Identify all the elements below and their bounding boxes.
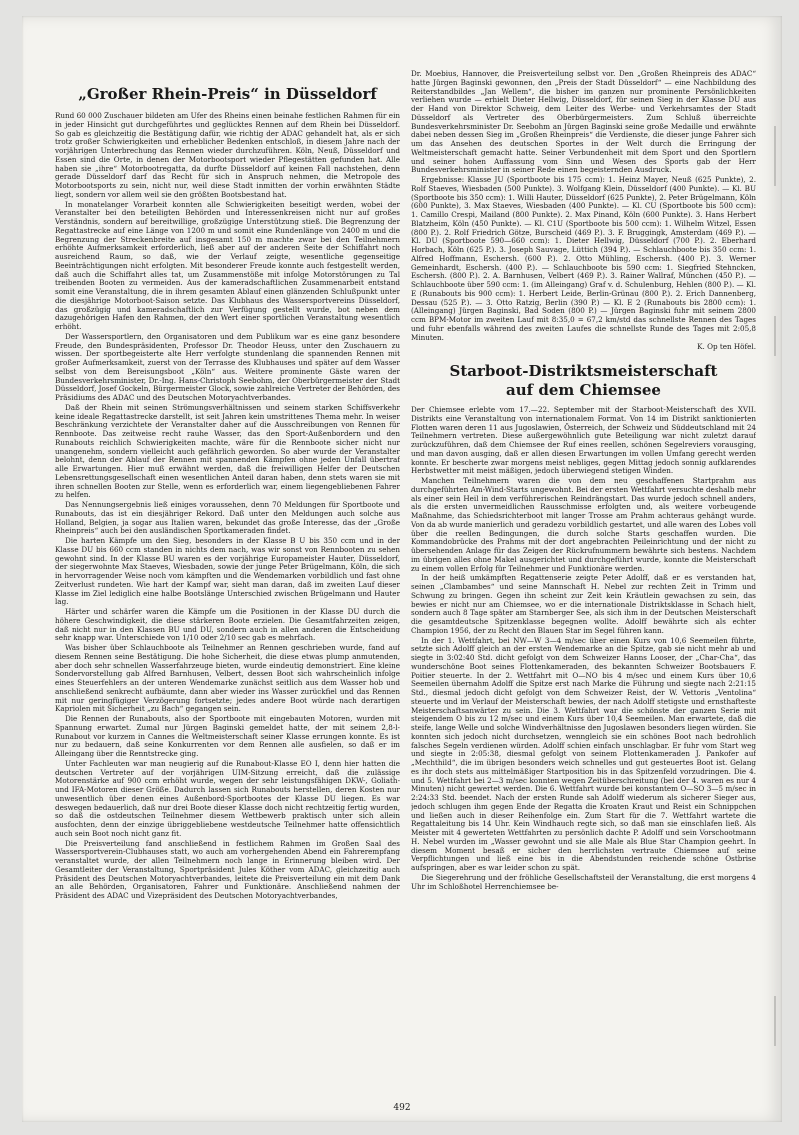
article1-paragraph: Daß der Rhein mit seinen Strömungsverhältnissen und seinem starken Schiffsverkehr keine ideale Regattastrecke darstellt, ist seit Jahren kein umstrittenes Thema mehr. In weiser Beschränkung verzichtete der Veranstalter daher auf die Ausschreibungen von Rennen für Rennboote. Das zeitweise recht rauhe Wasser, das den Sport-Außenbordern und den Runabouts reichlich Schwierigkeiten machte, wäre für die Rennboote sicher nicht nur unangenehm, sondern vielleicht auch gefährlich geworden. So aber wurde der Veranstalter belohnt, denn der Ablauf der Rennen mit spannenden Kämpfen ohne jeden Unfall übertraf alle Erwartungen. Hier muß erwähnt werden, daß die freiwilligen Helfer der Deutschen Lebensrettungsgesellschaft einen wesentlichen Anteil daran haben, denn stets waren sie mit ihren schnellen Booten zur Stelle, wenn es erforderlich war, einem liegengebliebenen Fahrer zu helfen. <box>55 402 400 500</box>
magazine-page <box>22 16 782 1122</box>
article2-paragraph: Der Chiemsee erlebte vom 17.—22. September mit der Starboot-Meisterschaft des XVII. Distrikts eine Veranstaltung von internationalem Format. Von 14 im Distrikt sanktionierten Flotten waren deren 11 aus Jugoslawien, Österreich, der Schweiz und Süddeutschland mit 24 Teilnehmern vertreten. Diese außergewöhnlich gute Beteiligung war nicht zuletzt darauf zurückzuführen, daß dem Chiemsee der Ruf eines reellen, schönen Segelreviers vorausging, und man davon ausging, daß er allen diesen Erwartungen im vollen Umfang gerecht werden konnte. Er bescherte zwar morgens meist nebliges, gegen Mittag jedoch sonnig aufklarendes Herbstwetter mit meist mäßigen, jedoch überwiegend stetigen Winden. <box>411 405 756 476</box>
article1-paragraph: Der Wassersportlern, den Organisatoren und dem Publikum war es eine ganz besondere Freude, den Bundespräsidenten, Professor Dr. Theodor Heuss, unter den Zuschauern zu wissen. Der sportbegeisterte alte Herr verfolgte stundenlang die spannenden Rennen mit großer Aufmerksamkeit, zuerst von der Terrasse des Klubhauses und später auf dem Wasser selbst von dem Bereisungsboot „Köln“ aus. Weitere prominente Gäste waren der Bundesverkehrsminister, Dr.-Ing. Hans-Christoph Seebohm, der Oberbürgermeister der Stadt Düsseldorf, Josef Gockeln, Bürgermeister Glock, sowie zahlreiche Vertreter der Behörden, des Präsidiums des ADAC und des Deutschen Motoryachtverbandes. <box>55 331 400 402</box>
article1-continuation <box>411 70 756 352</box>
article1-paragraph: Was bisher über Schlauchboote als Teilnehmer an Rennen geschrieben wurde, fand auf diesem Rennen seine Bestätigung. Die hohe Sicherheit, die diese etwas plump anmutenden, aber doch sehr schnellen Wasserfahrzeuge bieten, wurde eindeutig demonstriert. Eine kleine Sondervorstellung gab Alfred Barnhusen, Velbert, dessen Boot sich wahrscheinlich infolge eines Steuerfehlers an der unteren Wendemarke zunächst seitlich aus dem Wasser hob und anschließend senkrecht aufbäumte, dann aber wieder ins Wasser zurückfiel und das Rennen mit nur geringfügiger Verzögerung fortsetzte; jedes andere Boot würde nach derartigen Kapriolen mit Sicherheit „zu Bach“ gegangen sein. <box>55 643 400 714</box>
article2-title-line2: auf dem Chiemsee <box>506 381 661 399</box>
article1-paragraph: Härter und schärfer waren die Kämpfe um die Positionen in der Klasse DU durch die höhere Geschwindigkeit, die diese stärkeren Boote erzielen. Die Gesamtfahrzeiten zeigen, daß nicht nur in den Klassen BU und DU, sondern auch in allen anderen die Entscheidung sehr knapp war. Unterschiede von 1/10 oder 2/10 sec gab es mehrfach. <box>55 607 400 643</box>
article2-paragraph: In der 1. Wettfahrt, bei NW—W 3—4 m/sec über einen Kurs von 10,6 Seemeilen führte, setzte sich Adolff gleich an der ersten Wendemarke an die Spitze, gab sie nicht mehr ab und siegte in 3:02:40 Std. dicht gefolgt von dem Schweizer Hanns Looser, der „Char-Cha“, das wunderschöne Boot seines Flottenkameraden, des bekannten Schweizer Bootsbauers F. Poitier steuerte. In der 2. Wettfahrt mit O—NO bis 4 m/sec und einem Kurs über 10,6 Seemeilen übernahm Adolff die Spitze erst nach Marke die Führung und siegte nach 2:21:15 Std., diesmal jedoch dicht gefolgt von dem Schweizer Reist, der W. Vettoris „Ventolina“ steuerte und im Verlauf der Meisterschaft bewies, der nach Adolff stetigste und ernsthafteste Meisterschaftsanwärter zu sein. Die 3. Wettfahrt war die schönste der ganzen Serie mit steigendem O bis zu 12 m/sec und einem Kurs über 10,4 Seemeilen. Man erwartete, daß die steife, lange Welle und solche Windverhältnisse den Jugoslawen besonders liegen würden. Sie konnten sich jedoch nicht durchsetzen, wenngleich sie ein schönes Boot nach bedrohlich falsches Segeln verdienen würden. Adolff schien einfach unschlagbar. Er fuhr vom Start weg und siegte in 2:05:38, diesmal gefolgt von seinem Flottenkameraden J. Pankofer auf „Mechthild“, die im übrigen besonders weich schnelles und gut gesteuertes Boot ist. Gelang es ihr doch stets aus mittelmäßiger Startposition bis in das Spitzenfeld vorzudringen. Die 4. und 5. Wettfahrt bei 2—3 m/sec konnten wegen Zeitüberschreitung (bei der 4. waren es nur 4 Minuten) nicht gewertet werden. Die 6. Wettfahrt wurde bei konstantem O—SO 3—5 m/sec in 2:24:33 Std. beendet. Nach der ersten Runde sah Adolff wiederum als sicherer Sieger aus, jedoch schlugen ihm gegen Ende der Regatta die Kroaten Kraut und Reist ein Schnippchen und ließen auch in dieser Reihenfolge ein. Zum Start für die 7. Wettfahrt wartete die Regattaleitung bis 14 Uhr. Kein Windhauch regte sich, so daß man sie einschlafen ließ. Als Meister mit 4 gewerteten Wettfahrten zu persönlich dachte P. Adolff und sein Vorschootmann H. Nebel wurden im „Wasser gewohnt und sie alle Male als Blue Star Champion geehrt. In diesem Moment besaß er sicher den herrlichsten vertraute Chiemsee auf seine Verpflichtungen und ließ eine bis in die Abendstunden reichende schöne Ostbrise aufspringen, aber es war leider schon zu spät. <box>411 635 756 872</box>
article1-paragraph: Das Nennungsergebnis ließ einiges voraussehen, denn 70 Meldungen für Sportboote und Runabouts, das ist ein diesjähriger Rekord. Daß unter den Meldungen auch solche aus Holland, Belgien, ja sogar aus Italien waren, bekundet das große Interesse, das der „Große Rheinpreis“ auch bei den ausländischen Sportkameraden findet. <box>55 500 400 536</box>
left-column <box>55 70 400 1088</box>
article2-paragraph: Die Siegerehrung und der fröhliche Gesellschaftsteil der Veranstaltung, die erst morgens 4 Uhr im Schloßhotel Herrenchiemsee be- <box>411 872 756 891</box>
article1-paragraph: Dr. Moebius, Hannover, die Preisverteilung selbst vor. Den „Großen Rheinpreis des ADAC“ hatte Jürgen Baginski gewonnen, den „Preis der Stadt Düsseldorf“ — eine Nachbildung des Reiterstandbildes „Jan Wellem“, die bisher im ganzen nur prominente Persönlichkeiten verliehen wurde — erhielt Dieter Hellwig, Düsseldorf, für seinen Sieg in der Klasse DU aus der Hand von Direktor Schweig, dem Leiter des Werbe- und Verkehrsamtes der Stadt Düsseldorf als Vertreter des Oberbürgermeisters. Zum Schluß überreichte Bundesverkehrsminister Dr. Seebohm an Jürgen Baginski seine große Medaille und erwähnte dabei neben dessen Sieg im „Großen Rheinpreis“ die Verdienste, die dieser junge Fahrer sich um das Ansehen des deutschen Sportes in der Welt durch die Erringung der Weltmeisterschaft gemacht hatte. Seiner Verbundenheit mit dem Sport und den Sportlern und seiner hohen Auffassung vom Sinn und Wesen des Sports gab der Herr Bundesverkehrsminister in seiner Rede einen begeisternden Ausdruck. <box>411 70 756 175</box>
page-edge-mark <box>774 126 776 186</box>
page-edge-mark <box>774 316 776 356</box>
article1-paragraph: Die Preisverteilung fand anschließend in festlichem Rahmen im Großen Saal des Wassersportverein-Clubhauses statt, wo auch am vorhergehenden Abend ein Fahrerempfang veranstaltet wurde, der allen Teilnehmern noch lange in Erinnerung bleiben wird. Der Gesamtleiter der Veranstaltung, Sportpräsident Jules Köther vom ADAC, gleichzeitig auch Präsident des Deutschen Motoryachtverbandes, leitete die Preisverteilung ein mit dem Dank an alle Behörden, Organisatoren, Fahrer und Funktionäre. Anschließend nahmen der Präsident des ADAC und Vizepräsident des Deutschen Motoryachtverbandes, <box>55 838 400 900</box>
right-column <box>411 70 756 1088</box>
article1-paragraph: In monatelanger Vorarbeit konnten alle Schwierigkeiten beseitigt werden, wobei der Veranstalter bei den beteiligten Behörden und Interessenkreisen nicht nur auf großes Verständnis, sondern auf bereitwillige, großzügige Unterstützung stieß. Die Begrenzung der Regattastrecke auf eine Länge von 1200 m und somit eine Rundenlänge von 2400 m und die Begrenzung der Streckenbreite auf insgesamt 150 m machte zwar bei den Teilnehmern erhöhte Aufmerksamkeit erforderlich, ließ aber auf der anderen Seite der Schiffahrt noch ausreichend Raum, so daß, wie der Verlauf zeigte, wesentliche gegenseitige Beeinträchtigungen nicht erfolgten. Mit besonderer Freude konnte auch festgestellt werden, daß auch die Schiffahrt alles tat, um Zusammenstöße mit infolge Motorstörungen zu Tal treibenden Booten zu vermeiden. Aus der kameradschaftlichen Zusammenarbeit entstand somit eine Veranstaltung, die in ihrem gesamten Ablauf einen glänzenden Schlußpunkt unter die diesjährige Motorboot-Saison setzte. Das Klubhaus des Wassersportvereins Düsseldorf, das großzügig und kameradschaftlich zur Verfügung gestellt wurde, bot neben dem dazugehörigen Hafen den Rahmen, der den Wert einer sportlichen Veranstaltung wesentlich erhöht. <box>55 199 400 331</box>
page-number: 492 <box>393 1103 411 1113</box>
results-paragraph: Ergebnisse: Klasse JU (Sportboote bis 175 ccm): 1. Heinz Mayer, Neuß (625 Punkte), 2. Rolf Staeves, Wiesbaden (500 Punkte). 3. Wolfgang Klein, Düsseldorf (400 Punkte). — Kl. BU (Sportboote bis 350 ccm): 1. Willi Hauter, Düsseldorf (625 Punkte), 2. Peter Brügelmann, Köln (600 Punkte), 3. Max Staeves, Wiesbaden (400 Punkte). — Kl. CU (Sportboote bis 500 ccm): 1. Camillo Crespi, Mailand (800 Punkte). 2. Max Pinand, Köln (600 Punkte). 3. Hans Herbert Blatzheim, Köln (450 Punkte). — Kl. C1U (Sportboote bis 500 ccm): 1. Wilhelm Witzel, Essen (800 P.). 2. Rolf Friedrich Götze, Burscheid (469 P.). 3. F. Bruggingk, Amsterdam (469 P.). — Kl. DU (Sportboote 590—660 ccm): 1. Dieter Hellwig, Düsseldorf (700 P.). 2. Eberhard Horbach, Köln (625 P.). 3. Joseph Sauvage, Lüttich (394 P.). — Schlauchboote bis 350 ccm: 1. Alfred Hoffmann, Eschersh. (600 P.). 2. Otto Mühling, Eschersh. (400 P.). 3. Werner Gemeinhardt, Eschersh. (400 P.). — Schlauchboote bis 590 ccm: 1. Siegfried Stehncken, Eschersh. (800 P.). 2. A. Barnhusen, Velbert (469 P.). 3. Rainer Wallraf, München (450 P.). — Schlauchboote über 590 ccm: 1. (im Alleingang) Graf v. d. Schulenburg, Hehlen (800 P.). — Kl. E (Runabouts bis 900 ccm): 1. Herbert Leide, Berlin-Grünau (800 P.). 2. Erich Dannenberg, Dessau (525 P.). — 3. Otto Ratzig, Berlin (390 P.) — Kl. E 2 (Runabouts bis 2800 ccm): 1. (Alleingang) Jürgen Baginski, Bad Soden (800 P.) — Jürgen Baginski fuhr mit seinem 2800 ccm BPM-Motor im zweiten Lauf mit 8:35,0 = 67,2 km/std das schnellste Rennen des Tages und fuhr ebenfalls während des zweiten Laufes die schnellste Runde des Tages mit 2:05,8 Minuten. <box>411 175 756 342</box>
author-signature: K. Op ten Höfel. <box>697 342 756 352</box>
article1-paragraph: Die Rennen der Runabouts, also der Sportboote mit eingebauten Motoren, wurden mit Spannung erwartet. Zumal nur Jürgen Baginski gemeldet hatte, der mit seinem 2,8-l-Runabout vor kurzem in Cannes die Weltmeisterschaft seiner Klasse errungen konnte. Es ist nur zu bedauern, daß seine Konkurrenten vor dem Rennen alle ausfielen, so daß er im Alleingang über die Renntstrecke ging. <box>55 714 400 758</box>
article1-paragraph: Unter Fachleuten war man neugierig auf die Runabout-Klasse EO I, denn hier hatten die deutschen Vertreter auf der vorjährigen UIM-Sitzung erreicht, daß die zulässige Motorenstärke auf 900 ccm erhöht wurde, wegen der sehr leistungsfähigen DKW-, Goliath- und IFA-Motoren dieser Größe. Dadurch lassen sich Runabouts herstellen, deren Kosten nur unwesentlich über denen eines Außenbord-Sportbootes der Klasse DU liegen. Es war deswegen bedauerlich, daß nur drei Boote dieser Klasse doch nicht rechtzeitig fertig wurden, so daß die ostdeutschen Teilnehmer diesem Wettbewerb praktisch unter sich allein ausfochten, denn der einzige übriggebliebene westdeutsche Teilnehmer hatte offensichtlich auch sein Boot noch nicht ganz fit. <box>55 758 400 838</box>
article2-paragraph: In der heiß umkämpften Regattenserie zeigte Peter Adolff, daß er es verstanden hat, seinen „Clambambes“ und seine Mannschaft H. Nebel zur rechten Zeit in Trimm und Schwung zu bringen. Gegen ihn scheint zur Zeit kein Kräutlein gewachsen zu sein, das bewies er nicht nur am Chiemsee, wo er die internationale Distriktsklasse in Schach hielt, sondern auch 8 Tage später am Starnberger See, als sich ihm in der Deutschen Meisterschaft die gesamtdeutsche Spitzenklasse begegnen wollte. Adolff bewährte sich als echter Champion 1956, der zu Recht den Blauen Star im Segel führen kann. <box>411 573 756 635</box>
article2-title-line1: Starboot-Distriktsmeisterschaft <box>449 362 718 380</box>
article2-title <box>411 362 756 400</box>
article1-body <box>55 112 400 901</box>
article1-paragraph: Die harten Kämpfe um den Sieg, besonders in der Klasse B U bis 350 ccm und in der Klasse DU bis 660 ccm standen in nichts dem nach, was wir sonst von Rennbooten zu sehen gewohnt sind. In der Klasse BU waren es der vorjährige Europameister Hauter, Düsseldorf, der siegerwohnte Max Staeves, Wiesbaden, sowie der junge Peter Brügelmann, Köln, die sich in hervorragender Weise noch vom kämpften und die Wendemarken vorbildlich und fast ohne Zeitverlust rundeten. Wie hart der Kampf war, sieht man daran, daß im zweiten Lauf dieser Klasse im Ziel lediglich eine halbe Bootslänge Unterschied zwischen Brügelmann und Hauter lag. <box>55 536 400 607</box>
article1-title: „Großer Rhein-Preis“ in Düsseldorf <box>78 85 377 103</box>
page-edge-mark <box>774 996 776 1046</box>
article2-body <box>411 406 756 891</box>
article1-paragraph: Rund 60 000 Zuschauer bildeten am Ufer des Rheins einen beinahe festlichen Rahmen für ein in jeder Hinsicht gut durchgeführtes und geglücktes Rennen auf dem Rhein bei Düsseldorf. So gab es gleichzeitig die Bestätigung dafür, wie richtig der ADAC gehandelt hat, als er sich trotz großer Schwierigkeiten und erheblicher Bedenken entschloß, in diesem Jahre nach der vorjährigen Unterbrechung das Rennen wieder durchzuführen. Köln, Neuß, Düsseldorf und Essen sind die Orte, in denen der Motorbootsport wieder Pflegestätten gefunden hat. Alle haben sie „ihre“ Motorbootregatta, da durfte Düsseldorf auf keinen Fall nachstehen, denn gerade Düsseldorf darf das Recht für sich in Anspruch nehmen, die Metropole des Motorbootsports zu sein, nicht nur, weil diese Stadt inmitten der vorhin erwähnten Städte liegt, sondern vor allem weil sie den größten Bootsbestand hat. <box>55 111 400 199</box>
article2-paragraph: Manchen Teilnehmern waren die von dem neu geschaffenen Startprahm aus durchgeführten Am-Wind-Starts ungewohnt. Bei der ersten Wettfahrt versuchte deshalb mehr als einer sein Heil in dem verführerischen Reindrängstart. Das wurde jedoch schnell anders, als die ersten unvermeidlichen Rausschmisse erfolgten und, als weitere vorbeugende Maßnahme, das Schiedsrichterboot mit langer Trosse am Prahm achteraus gehängt wurde. Von da ab wurde manierlich und geradezu vorbildlich gestartet, und alle waren des Lobes voll über die reellen Bedingungen, die durch solche Starts geschaffen wurden. Die Kommandobrücke des Prahms mit der dort angebrachten Peileinrichtung und der nicht zu übersehenden Anlage für das Zeigen der Rückrufnummern bewährte sich bestens. Nachdem im übrigen alles ohne Makel ausgerichtet und durchgeführt wurde, konnte die Meisterschaft zu einem vollen Erfolg für Teilnehmer und Funktionäre werden. <box>411 476 756 573</box>
